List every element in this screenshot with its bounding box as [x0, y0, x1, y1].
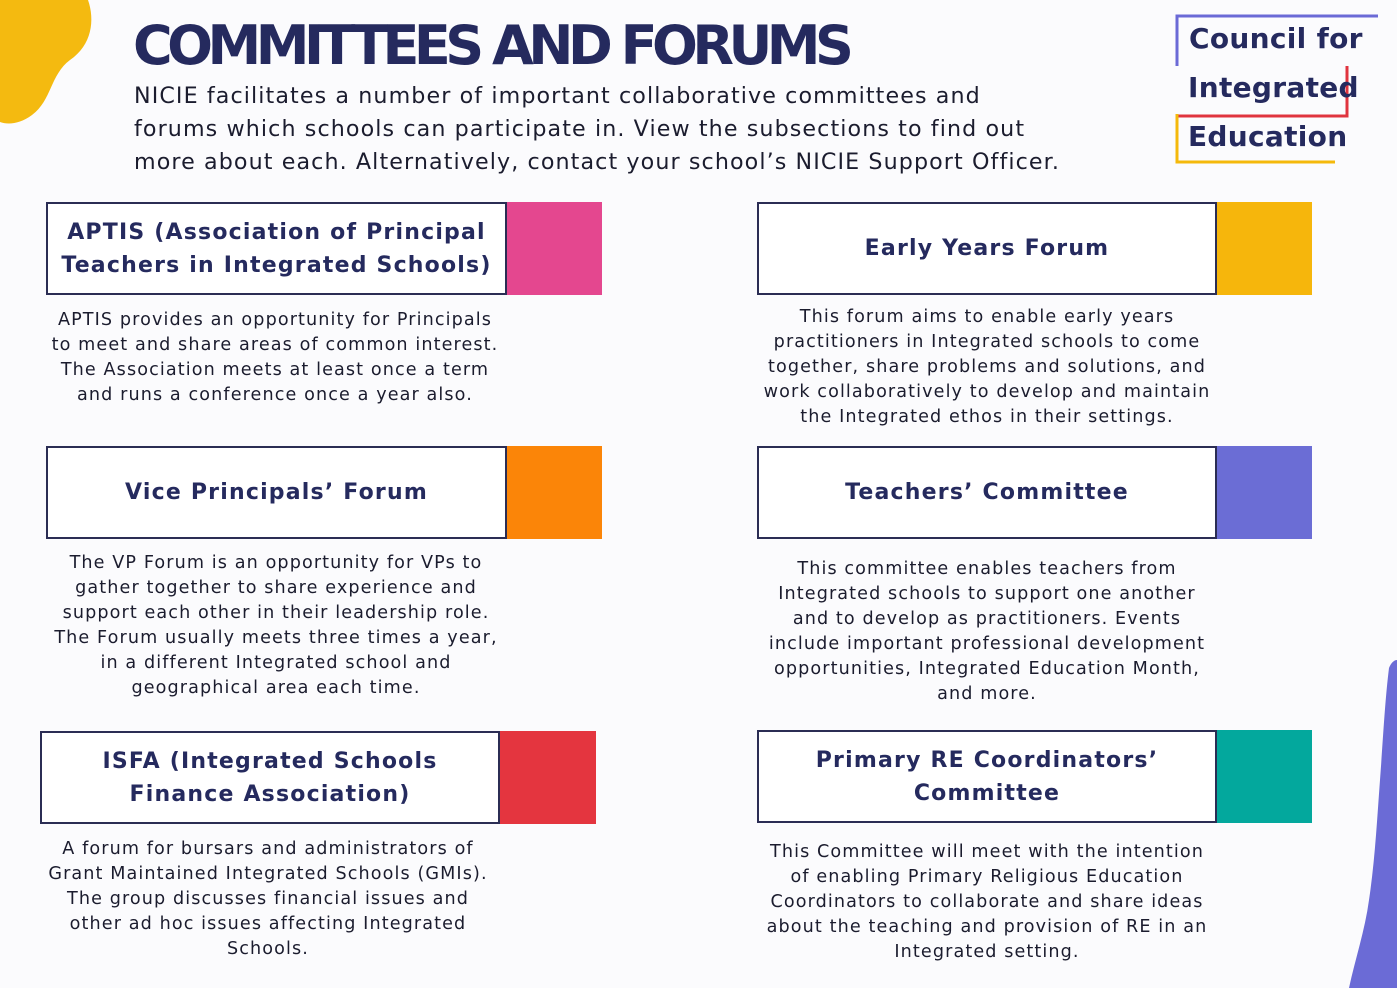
teachers-committee-title-box: Teachers’ Committee — [757, 446, 1217, 539]
yellow-swatch — [1217, 202, 1312, 295]
vp-forum-description: The VP Forum is an opportunity for VPs to gather together to share experience and support each other in their leadership role. The Forum usually meets three times a year, in a different Integrated school and geographical area each time. — [54, 553, 498, 698]
council-logo — [1175, 14, 1380, 166]
pink-swatch — [507, 202, 602, 295]
logo-line-1: Council for — [1189, 22, 1363, 55]
primary-re-description: This Committee will meet with the intention of enabling Primary Religious Education Coordinators to collaborate and share ideas about the teaching and provision of RE in an Integrated setting. — [766, 842, 1208, 962]
logo-line-3: Education — [1188, 120, 1348, 153]
red-swatch — [500, 731, 596, 824]
periwinkle-swatch — [1217, 446, 1312, 539]
page-title: COMMITTEES AND FORUMS — [133, 14, 849, 77]
isfa-description: A forum for bursars and administrators of Grant Maintained Integrated Schools (GMIs). The group discusses financial issues and other ad hoc issues affecting Integrated Schools. — [48, 839, 488, 959]
orange-swatch — [507, 446, 602, 539]
intro-paragraph: NICIE facilitates a number of important collaborative committees and forums which schools can participate in. View the subsections to find out more about each. Alternatively, contact your school’s NICIE Support Officer. — [134, 83, 1061, 175]
early-years-title-box: Early Years Forum — [757, 202, 1217, 295]
teal-swatch — [1217, 730, 1312, 823]
aptis-title-box: APTIS (Association of Principal Teachers in Integrated Schools) — [46, 202, 507, 295]
isfa-title-box: ISFA (Integrated Schools Finance Association) — [40, 731, 500, 824]
teachers-committee-description: This committee enables teachers from Integrated schools to support one another and to develop as practitioners. Events include important professional development opportunities, Integrated Education Month, and more. — [768, 559, 1206, 704]
early-years-description: This forum aims to enable early years practitioners in Integrated schools to come together, share problems and solutions, and work collaboratively to develop and maintain the Integrated ethos in their settings. — [763, 307, 1211, 427]
logo-line-2: Integrated — [1188, 71, 1359, 104]
primary-re-title-box: Primary RE Coordinators’ Committee — [757, 730, 1217, 823]
yellow-blob-decoration — [0, 0, 100, 130]
aptis-description: APTIS provides an opportunity for Principals to meet and share areas of common interest. The Association meets at least once a term and runs a conference once a year also. — [51, 310, 499, 405]
vp-forum-title-box: Vice Principals’ Forum — [46, 446, 507, 539]
purple-blob-decoration — [1347, 660, 1397, 988]
